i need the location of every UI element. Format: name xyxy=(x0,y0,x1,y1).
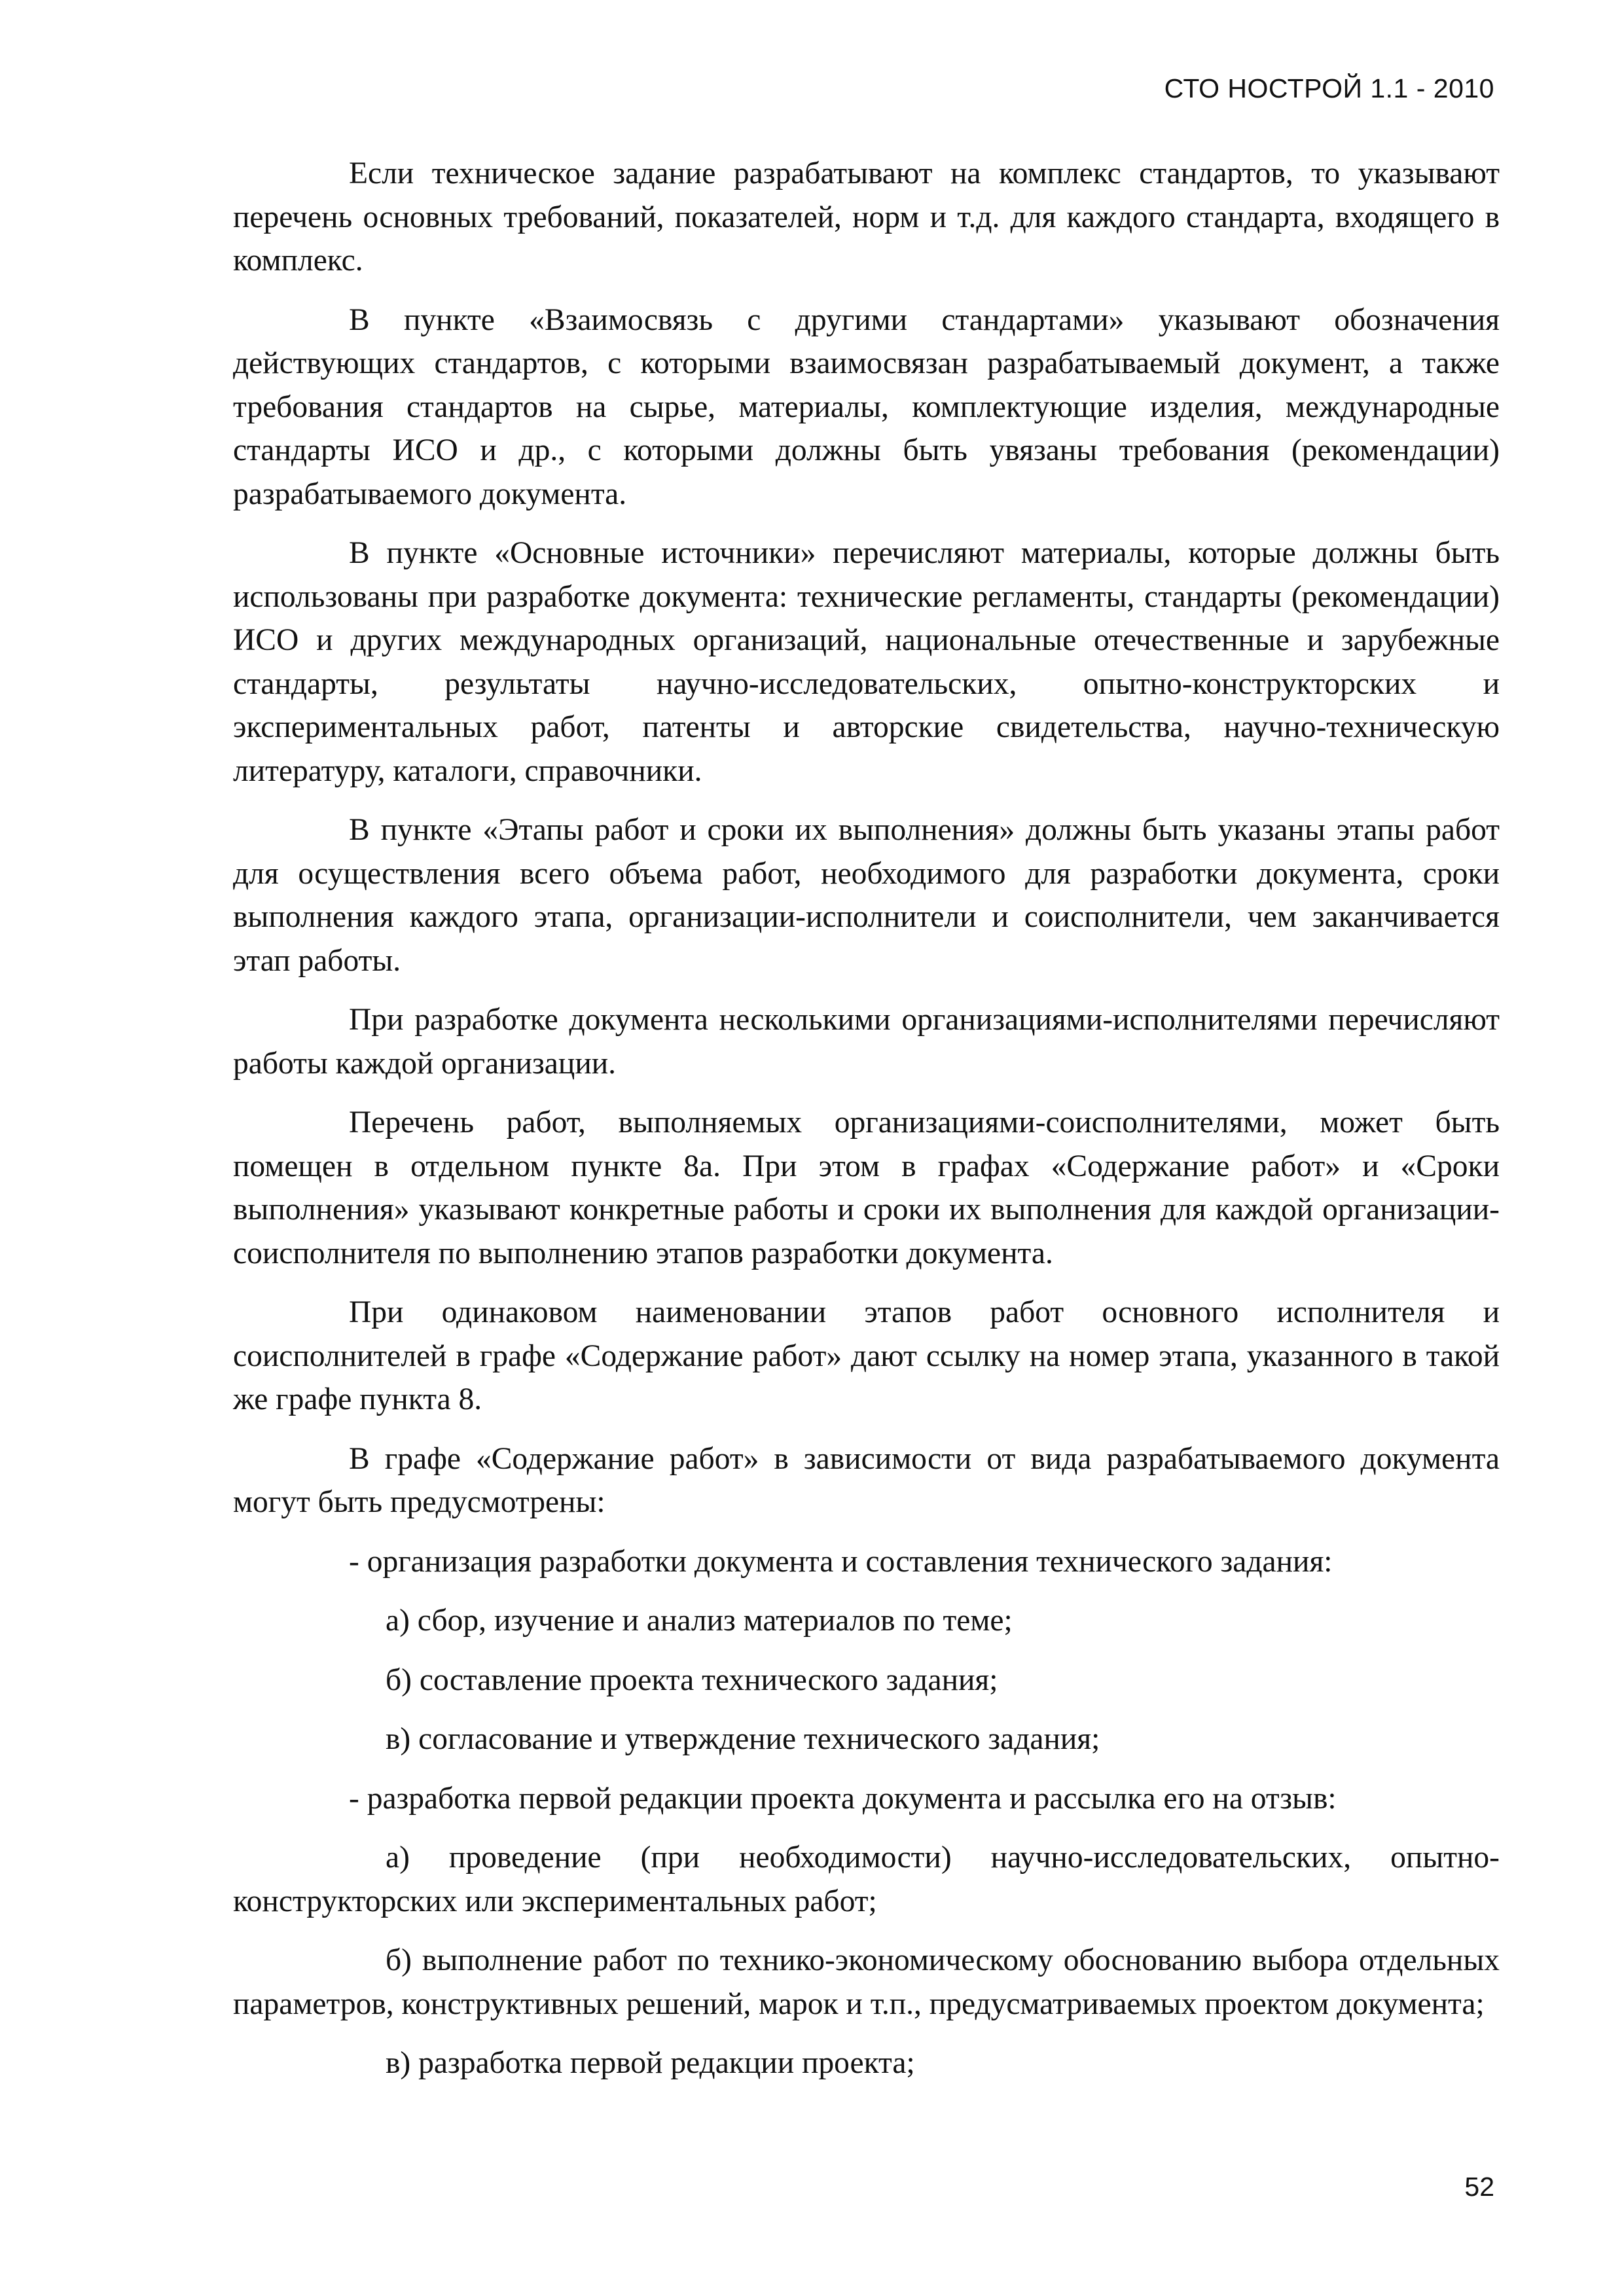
list-item: б) составление проекта технического задания; xyxy=(386,1662,998,1697)
document-body xyxy=(233,152,1500,2101)
paragraph: Если техническое задание разрабатывают на комплекс стандартов, то указывают перечень основных требований, показателей, норм и т.д. для каждого стандарта, входящего в комплекс. xyxy=(233,156,1500,278)
paragraph: В пункте «Этапы работ и сроки их выполнения» должны быть указаны этапы работ для осуществления всего объема работ, необходимого для разработки документа, сроки выполнения каждого этапа, организации-исполнители и соисполнители, чем заканчивается этап работы. xyxy=(233,813,1500,978)
page-number: 52 xyxy=(1464,2172,1494,2202)
list-item: б) выполнение работ по технико-экономическому обоснованию выбора отдельных параметров, конструктивных решений, марок и т.п., предусматриваемых проектом документа; xyxy=(233,1943,1500,2021)
list-heading: - разработка первой редакции проекта документа и рассылка его на отзыв: xyxy=(349,1781,1337,1816)
list-item: в) разработка первой редакции проекта; xyxy=(386,2046,915,2080)
running-header: СТО НОСТРОЙ 1.1 - 2010 xyxy=(1164,73,1494,103)
list-item: а) проведение (при необходимости) научно-исследовательских, опытно-конструкторских или экспериментальных работ; xyxy=(233,1840,1500,1918)
paragraph: В графе «Содержание работ» в зависимости от вида разрабатываемого документа могут быть предусмотрены: xyxy=(233,1441,1500,1519)
paragraph: При одинаковом наименовании этапов работ основного исполнителя и соисполнителей в графе «Содержание работ» дают ссылку на номер этапа, указанного в такой же графе пункта 8. xyxy=(233,1295,1500,1416)
paragraph: Перечень работ, выполняемых организациями-соисполнителями, может быть помещен в отдельном пункте 8а. При этом в графах «Содержание работ» и «Сроки выполнения» указывают конкретные работы и сроки их выполнения для каждой организации-соисполнителя по выполнению этапов разработки документа. xyxy=(233,1105,1500,1270)
paragraph: В пункте «Основные источники» перечисляют материалы, которые должны быть использованы при разработке документа: технические регламенты, стандарты (рекомендации) ИСО и других международных организаций, национальные отечественные и зарубежные стандарты, результаты научно-исследовательских, опытно-конструкторских и экспериментальных работ, патенты и авторские свидетельства, научно-техническую литературу, каталоги, справочники. xyxy=(233,536,1500,788)
list-heading: - организация разработки документа и составления технического задания: xyxy=(349,1544,1333,1579)
paragraph: При разработке документа несколькими организациями-исполнителями перечисляют работы каждой организации. xyxy=(233,1003,1500,1081)
paragraph: В пункте «Взаимосвязь с другими стандартами» указывают обозначения действующих стандартов, с которыми взаимосвязан разрабатываемый документ, а также требования стандартов на сырье, материалы, комплектующие изделия, международные стандарты ИСО и др., с которыми должны быть увязаны требования (рекомендации) разрабатываемого документа. xyxy=(233,302,1500,511)
list-item: в) согласование и утверждение технического задания; xyxy=(386,1722,1100,1756)
list-item: а) сбор, изучение и анализ материалов по теме; xyxy=(386,1604,1013,1638)
